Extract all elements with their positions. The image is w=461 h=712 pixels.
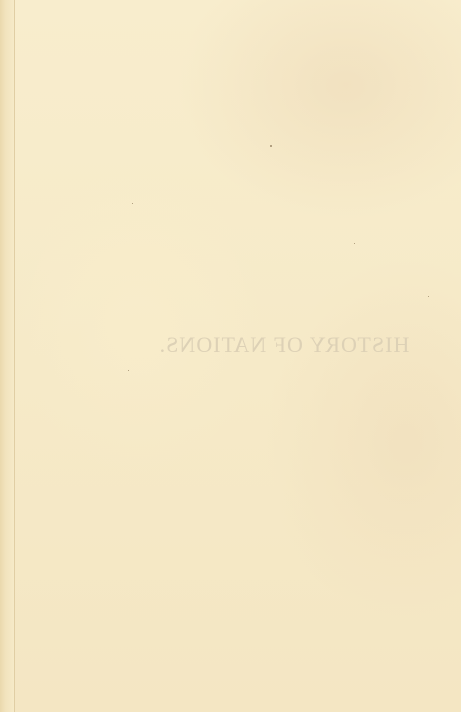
bleed-through-title: HISTORY OF NATIONS. [158, 332, 410, 357]
paper-speck [128, 370, 129, 371]
paper-speck [428, 296, 429, 297]
paper-speck [354, 243, 355, 244]
page-spine-edge [0, 0, 15, 712]
paper-speck [270, 145, 272, 147]
paper-speck [132, 203, 133, 204]
